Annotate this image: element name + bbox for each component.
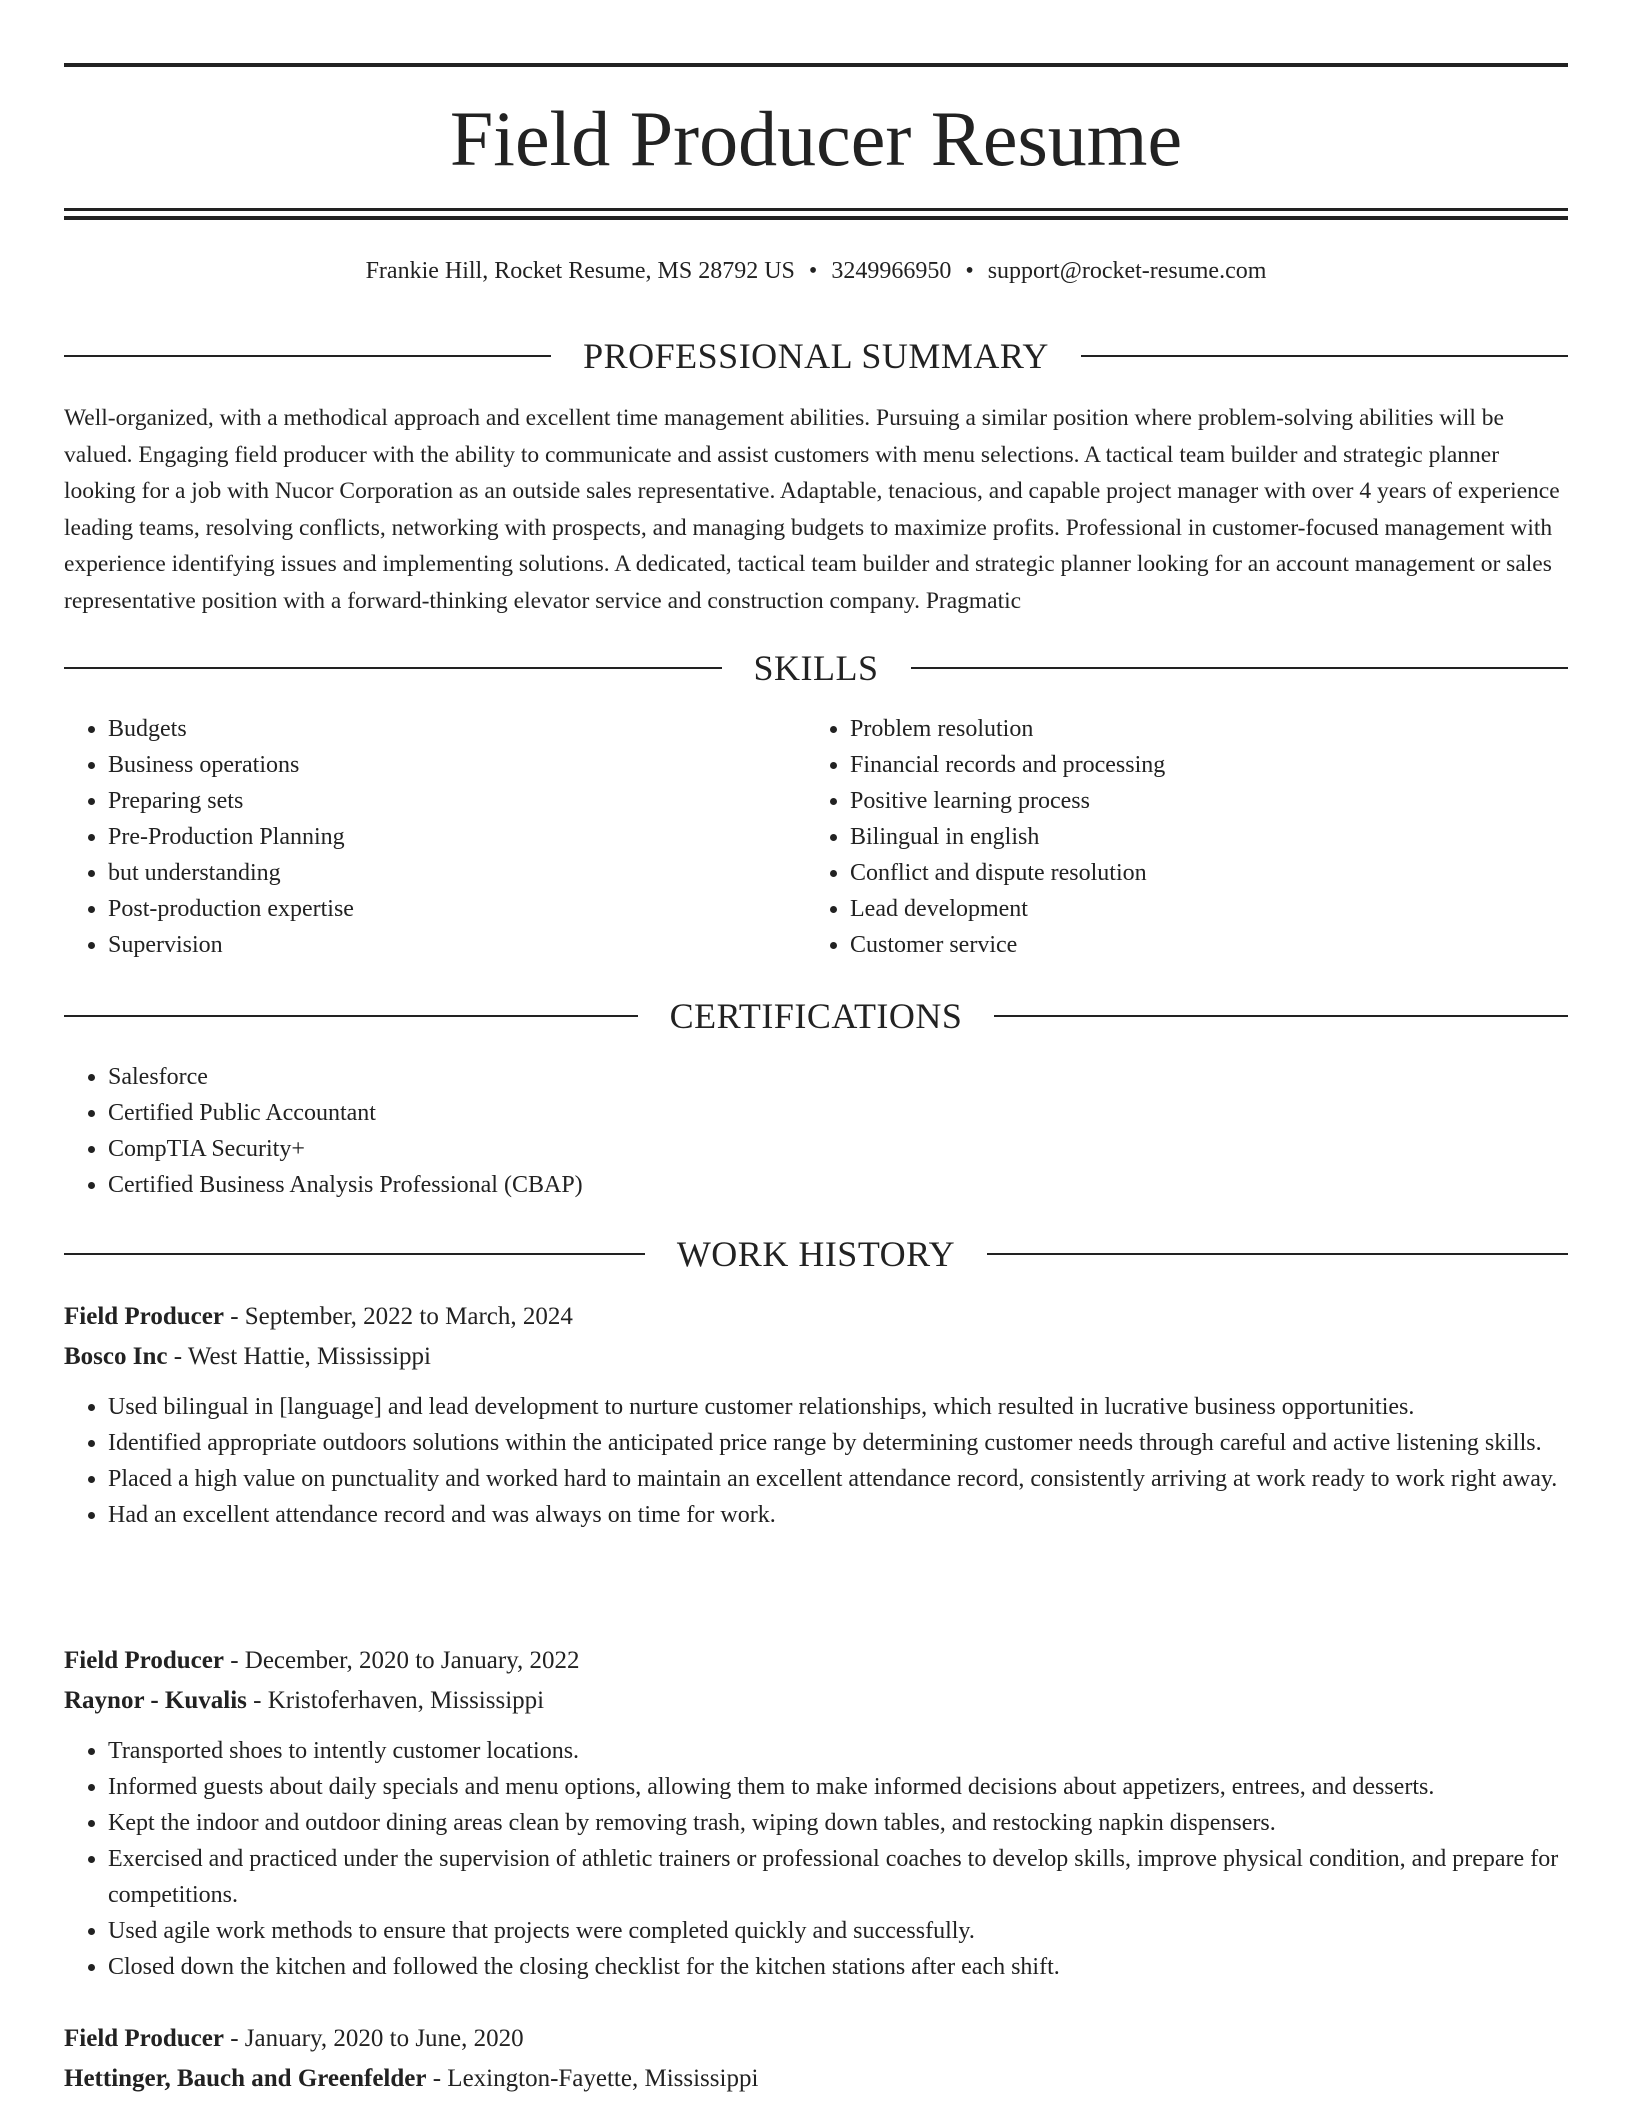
section-title: CERTIFICATIONS: [669, 996, 963, 1036]
section-title: WORK HISTORY: [676, 1234, 956, 1274]
job-title-line: [64, 2019, 1568, 2059]
job-title-line: [64, 1297, 1568, 1337]
job-bullet: • Transported shoes to intently customer locations.: [108, 1733, 1568, 1769]
job-company-line: [64, 1681, 1568, 1721]
contact-email: support@rocket-resume.com: [987, 258, 1267, 284]
job-bullets: [64, 1733, 1568, 1985]
job-dates: - December, 2020 to January, 2022: [223, 1647, 580, 1674]
job-title: Field Producer: [64, 1303, 224, 1330]
job-entry: [64, 1297, 1568, 1533]
certifications-list: [64, 1059, 1064, 1203]
job-dates: - January, 2020 to June, 2020: [223, 2025, 524, 2052]
skill-item: • Supervision: [108, 927, 764, 963]
certification-item: • Salesforce: [108, 1059, 1064, 1095]
certification-item: • CompTIA Security+: [108, 1131, 1064, 1167]
section-rule: [911, 667, 1569, 669]
skill-item: • Budgets: [108, 711, 764, 747]
certifications-block: [64, 1059, 1064, 1203]
section-header-work-history: [64, 1232, 1568, 1276]
skill-item: • Financial records and processing: [850, 747, 1566, 783]
skill-item: • Business operations: [108, 747, 764, 783]
job-bullet: • Closed down the kitchen and followed the closing checklist for the kitchen stations after each shift.: [108, 1949, 1568, 1985]
skill-item: • Bilingual in english: [850, 819, 1566, 855]
contact-separator: •: [965, 258, 974, 284]
job-bullet: • Exercised and practiced under the supervision of athletic trainers or professional coaches to develop skills, improve physical condition, and prepare for competitions.: [108, 1841, 1568, 1913]
resume-title: Field Producer Resume: [449, 95, 1183, 182]
job-bullet: • Kept the indoor and outdoor dining areas clean by removing trash, wiping down tables, and restocking napkin dispensers.: [108, 1805, 1568, 1841]
section-header-certifications: [64, 994, 1568, 1038]
section-rule: [64, 1015, 638, 1017]
job-entry: [64, 1641, 1568, 1985]
skill-item: • Pre-Production Planning: [108, 819, 764, 855]
skill-item: • Conflict and dispute resolution: [850, 855, 1566, 891]
section-title: SKILLS: [753, 648, 879, 688]
skill-item: • Preparing sets: [108, 783, 764, 819]
job-title: Field Producer: [64, 2025, 224, 2052]
section-header-summary: [64, 334, 1568, 378]
certification-item: • Certified Public Accountant: [108, 1095, 1064, 1131]
job-bullet: • Informed guests about daily specials and menu options, allowing them to make informed decisions about appetizers, entrees, and desserts.: [108, 1769, 1568, 1805]
job-bullet: • Had an excellent attendance record and was always on time for work.: [108, 1497, 1568, 1533]
title-rule-lower: [64, 216, 1568, 220]
job-dates: - September, 2022 to March, 2024: [223, 1303, 573, 1330]
job-bullet: • Identified appropriate outdoors solutions within the anticipated price range by determining customer needs through careful and active listening skills.: [108, 1425, 1568, 1461]
summary-text: Well-organized, with a methodical approach and excellent time management abilities. Pursuing a similar position where problem-solving abilities will be valued. Engaging field producer with the ability to communicate and assist customers with menu selections. A tactical team builder and strategic planner looking for a job with Nucor Corporation as an outside sales representative. Adaptable, tenacious, and capable project manager with over 4 years of experience leading teams, resolving conflicts, networking with prospects, and managing budgets to maximize profits. Professional in customer-focused management with experience identifying issues and implementing solutions. A dedicated, tactical team builder and strategic planner looking for an account management or sales representative position with a forward-thinking elevator service and construction company. Pragmatic: [64, 405, 1560, 614]
title-rule-upper: [64, 208, 1568, 211]
job-title: Field Producer: [64, 1647, 224, 1674]
skills-list-right: [806, 711, 1566, 963]
job-location: - Kristoferhaven, Mississippi: [246, 1687, 545, 1714]
job-bullet: • Placed a high value on punctuality and worked hard to maintain an excellent attendance record, consistently arriving at work ready to work right away.: [108, 1461, 1568, 1497]
job-location: - Lexington-Fayette, Mississippi: [426, 2065, 759, 2092]
section-rule: [1081, 355, 1568, 357]
job-entry: [64, 2019, 1568, 2099]
job-bullet: • Used agile work methods to ensure that projects were completed quickly and successfully.: [108, 1913, 1568, 1949]
skills-column-left: [64, 711, 764, 963]
contact-line: [64, 254, 1568, 288]
skill-item: • Lead development: [850, 891, 1566, 927]
job-location: - West Hattie, Mississippi: [167, 1343, 431, 1370]
job-bullets: [64, 1389, 1568, 1533]
job-bullet: • Used bilingual in [language] and lead development to nurture customer relationships, which resulted in lucrative business opportunities.: [108, 1389, 1568, 1425]
section-title: PROFESSIONAL SUMMARY: [583, 336, 1049, 376]
section-rule: [64, 667, 722, 669]
contact-separator: •: [808, 258, 818, 284]
certification-item: • Certified Business Analysis Professional (CBAP): [108, 1167, 1064, 1203]
skills-list-left: [64, 711, 764, 963]
section-rule: [994, 1015, 1568, 1017]
job-title-line: [64, 1641, 1568, 1681]
skill-item: • Post-production expertise: [108, 891, 764, 927]
section-rule: [987, 1253, 1568, 1255]
skill-item: • Problem resolution: [850, 711, 1566, 747]
job-company: Bosco Inc: [64, 1343, 168, 1370]
skill-item: • Positive learning process: [850, 783, 1566, 819]
contact-address: Frankie Hill, Rocket Resume, MS 28792 US: [365, 258, 795, 284]
section-rule: [64, 1253, 645, 1255]
section-header-skills: [64, 646, 1568, 690]
skills-column-right: [806, 711, 1566, 963]
job-company-line: [64, 2059, 1568, 2099]
skill-item: • Customer service: [850, 927, 1566, 963]
job-company: Hettinger, Bauch and Greenfelder: [64, 2065, 427, 2092]
job-company-line: [64, 1337, 1568, 1377]
top-rule: [64, 63, 1568, 67]
skill-item: • but understanding: [108, 855, 764, 891]
job-company: Raynor - Kuvalis: [64, 1687, 247, 1714]
section-rule: [64, 355, 551, 357]
contact-phone: 3249966950: [831, 258, 952, 284]
